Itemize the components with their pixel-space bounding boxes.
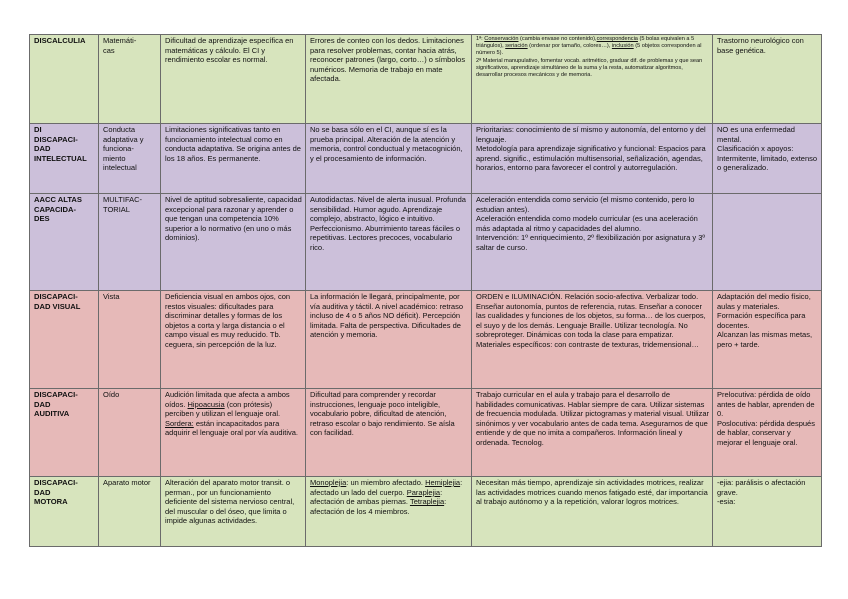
cell-characteristics: Errores de conteo con los dedos. Limitaciones para resolver problemas, contar hacia atrás, reconocer patrones (largo, corto…) o símbolos numéricos. Memoria de trabajo en mate afectada. [306, 35, 472, 124]
cell-characteristics: La información le llegará, principalmente, por vía auditiva y táctil. A nivel académico: retraso incluso de 4 o 5 años NO déficit). Percepción limitada. Falta de perspectiva. Dificultades de atención y memoria. [306, 291, 472, 389]
cell-definition: Limitaciones significativas tanto en funcionamiento intelectual como en conducta adaptativa. Se origina antes de los 18 años. Es permanente. [161, 124, 306, 194]
term-hemiplejia: Hemiplejia [425, 478, 461, 487]
cell-condition: AACC ALTAS CAPACIDA- DES [30, 194, 99, 291]
cell-intervention [472, 35, 713, 124]
term-hipoacusia: Hipoacusia [187, 399, 225, 409]
cell-definition: Alteración del aparato motor transit. o perman., por un funcionamiento deficiente del sistema nervioso central, del muscular o del óseo, que limita o impide algunas actividades. [161, 477, 306, 547]
cell-area: Aparato motor [99, 477, 161, 547]
term-monoplejia: Monoplejia [310, 478, 347, 487]
cell-area: Matemáti- cas [99, 35, 161, 124]
cell-characteristics: No se basa sólo en el CI, aunque sí es la prueba principal. Alteración de la atención y memoria, control conductual y metacognición, y el procesamiento de información. [306, 124, 472, 194]
intervention-line-1: 1ª: Conservación (cambia envase no contenido),correspondencia (5 bolas equivalen a 5 triángulos), seriación (ordenar por tamaño, colores…), inclusión (5 objetos corresponden al número 5). [476, 36, 702, 57]
cell-characteristics: Dificultad para comprender y recordar instrucciones, lenguaje poco inteligible, vocabulario pobre, dificultad de atención, retraso escolar o bajo rendimiento. Se aísla con facilidad. [306, 389, 472, 477]
table-row-motor [30, 477, 822, 547]
cell-intervention: Aceleración entendida como servicio (el mismo contenido, pero lo estudian antes). Aceleración entendida como modelo curricular (es una aceleración más adaptada al ritmo y capacidades del alumno. Intervención: 1º enriquecimiento, 2º flexibilización por asignatura y 3º saltar de curso. [472, 194, 713, 291]
classification-table [29, 34, 822, 547]
cell-condition: DISCAPACI- DAD AUDITIVA [30, 389, 99, 477]
cell-area: Oído [99, 389, 161, 477]
cell-condition: DI DISCAPACI- DAD INTELECTUAL [30, 124, 99, 194]
term-tetraplejia: Tetraplejia [409, 497, 445, 507]
cell-notes: Adaptación del medio físico, aulas y materiales. Formación específica para docentes. Alcanzan las mismas metas, pero + tarde. [713, 291, 822, 389]
cell-notes: Trastorno neurológico con base genética. [713, 35, 822, 124]
cell-condition: DISCALCULIA [30, 35, 99, 124]
cell-intervention: Prioritarias: conocimiento de sí mismo y autonomía, del entorno y del lenguaje. Metodología para aprendizaje significativo y funcional: Espacios para aprend. signific., estimulación multisensorial, señalización, agendas, horarios, entorno para favorecer el control y autorregulación. [472, 124, 713, 194]
table-row-hearing [30, 389, 822, 477]
cell-definition: Dificultad de aprendizaje específica en matemáticas y cálculo. El CI y rendimiento escolar es normal. [161, 35, 306, 124]
cell-definition: Deficiencia visual en ambos ojos, con restos visuales: dificultades para discriminar detalles y formas de los objetos a corta y larga distancia o el campo visual es muy reducido. Tb. ceguera, sin percepción de la luz. [161, 291, 306, 389]
cell-intervention: Trabajo curricular en el aula y trabajo para el desarrollo de habilidades comunicativas. Hablar siempre de cara. Utilizar sistemas de frecuencia modulada. Utilizar pictogramas y material visual. Utilizar sinónimos y ver vocabulario antes de cada tema. Asegurarnos de que entiende y de que no imita a compañeros. Información lineal y ordenada. Tecnolog. [472, 389, 713, 477]
cell-notes [713, 194, 822, 291]
table-row-discalculia [30, 35, 822, 124]
intervention-line-2: 2ª Material manupulativo, fomentar vocab. aritmético, graduar dif. de problemas y que sean significativos, aprendizaje simultáneo de la suma y la resta, automatizar algoritmos, desarrollar procesos mecánicos y de memoria. [476, 57, 703, 79]
cell-area: MULTIFAC- TORIAL [99, 194, 161, 291]
term-sordera: Sordera: [165, 418, 194, 428]
cell-area: Vista [99, 291, 161, 389]
term-paraplejia: Paraplejia [406, 487, 441, 497]
cell-notes: NO es una enfermedad mental. Clasificación x apoyos: Intermitente, limitado, extenso o generalizado. [713, 124, 822, 194]
cell-intervention: ORDEN e ILUMINACIÓN. Relación socio-afectiva. Verbalizar todo. Enseñar autonomía, puntos de referencia, rutas. Enseñar a conocer las cualidades y funciones de los objetos, su forma… de los cuerpos, el suyo y de los demás. Lenguaje Braille. Utilizar tecnología. No sobreproteger. Dinámicas con toda la clase para empatizar. Materiales específicos: con contraste de texturas, tridemensional… [472, 291, 713, 389]
cell-notes: Prelocutiva: pérdida de oído antes de hablar, aprenden de 0. Poslocutiva: pérdida después de hablar, conservar y mejorar el lenguaje oral. [713, 389, 822, 477]
term-correspondencia: correspondencia [596, 36, 638, 42]
cell-area: Conducta adaptativa y funciona- miento intelectual [99, 124, 161, 194]
term-inclusion: inclusión [611, 43, 634, 50]
table-row-high-abilities [30, 194, 822, 291]
cell-characteristics: Autodidactas. Nivel de alerta inusual. Profunda sensibilidad. Humor agudo. Aprendizaje complejo, abstracto, lógico e intuitivo. Perfeccionismo. Aburrimiento tareas fáciles o repetitivas. Lectores precoces, vocabulario rico. [306, 194, 472, 291]
cell-intervention: Necesitan más tiempo, aprendizaje sin actividades motrices, realizar las actividades motrices cuando menos fatigado esté, dar importancia al trabajo autónomo y a la repetición, valorar logros motrices. [472, 477, 713, 547]
cell-notes: -ejia: parálisis o afectación grave. -esia: [713, 477, 822, 547]
cell-condition: DISCAPACI- DAD VISUAL [30, 291, 99, 389]
cell-characteristics: Monoplejia: un miembro afectado. Hemiplejia: afectado un lado del cuerpo. Paraplejia: afectación de ambas piernas. Tetraplejia: afectación de los 4 miembros. [306, 477, 472, 547]
table-row-intellectual [30, 124, 822, 194]
cell-definition: Audición limitada que afecta a ambos oídos. Hipoacusia (con prótesis) perciben y utilizan el lenguaje oral. Sordera: están incapacitados para adquirir el lenguaje oral por vía auditiva. [161, 389, 306, 477]
cell-definition: Nivel de aptitud sobresaliente, capacidad excepcional para razonar y aprender o que tengan una competencia 10% superior a lo normativo (en uno o más dominios). [161, 194, 306, 291]
cell-condition: DISCAPACI- DAD MOTORA [30, 477, 99, 547]
table-row-visual [30, 291, 822, 389]
term-seriacion: seriación [505, 43, 528, 50]
term-conservacion: Conservación [484, 36, 519, 42]
